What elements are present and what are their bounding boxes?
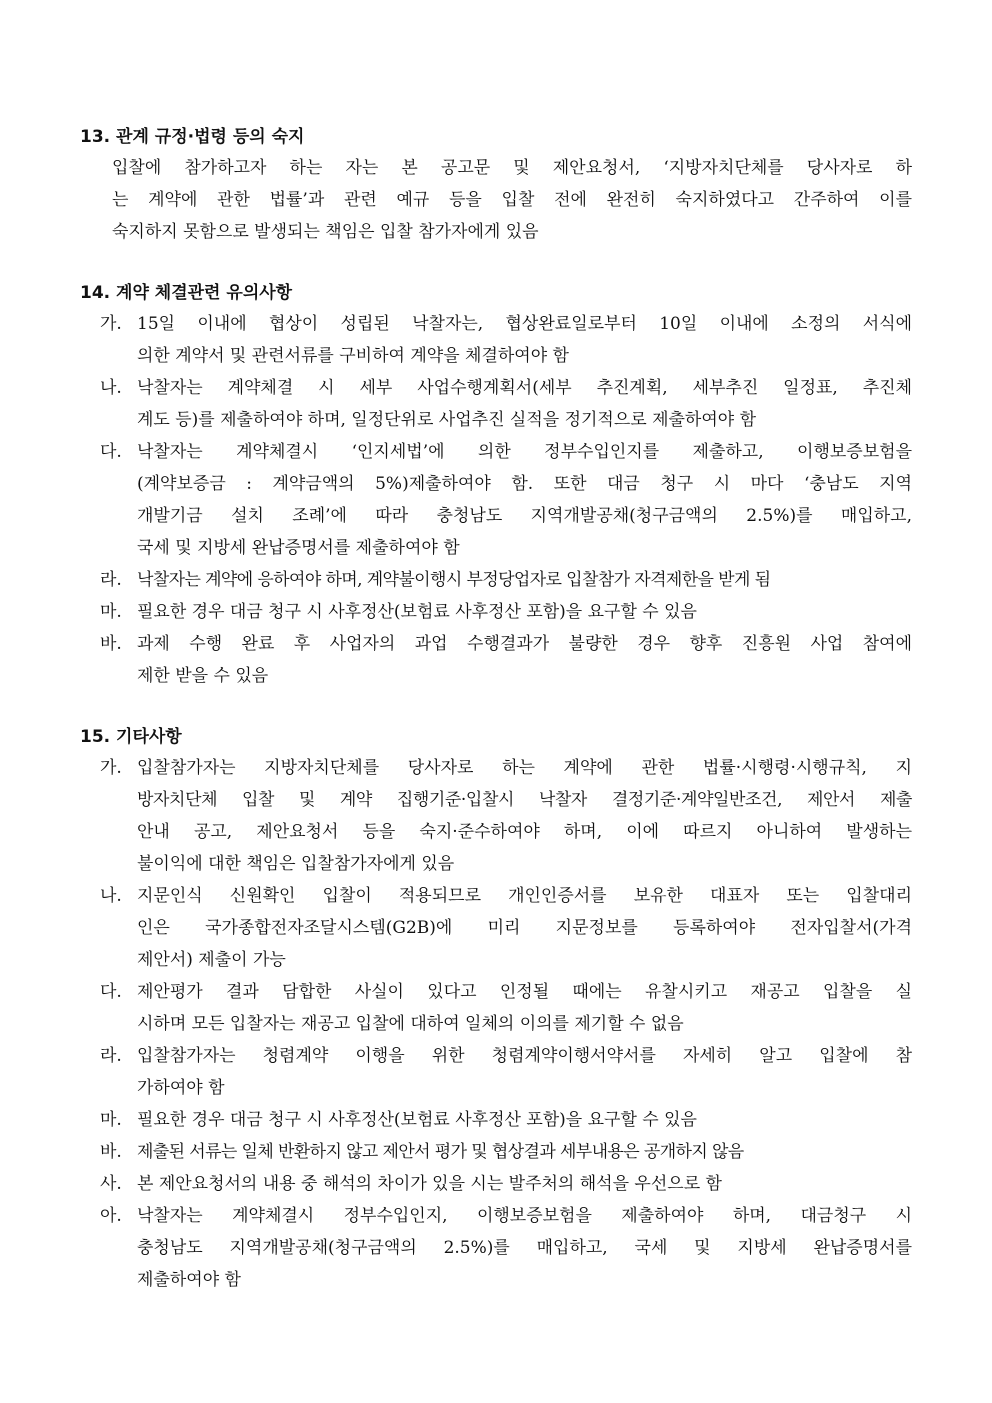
list-item-line: 입찰참가자는 청렴계약 이행을 위한 청렴계약이행서약서를 자세히 알고 입찰에 참 bbox=[137, 1046, 912, 1066]
list-marker: 바. bbox=[100, 1142, 122, 1162]
list-item-line: 15일 이내에 협상이 성립된 낙찰자는, 협상완료일로부터 10일 이내에 소정의 서식에 bbox=[137, 314, 912, 334]
list-item-line: 낙찰자는 계약체결 시 세부 사업수행계획서(세부 추진계획, 세부추진 일정표, 추진체 bbox=[137, 378, 912, 398]
list-marker: 다. bbox=[100, 982, 122, 1002]
list-marker: 아. bbox=[100, 1206, 122, 1226]
list-item-line: 낙찰자는 계약체결시 정부수입인지, 이행보증보험을 제출하여야 하며, 대금청구 시 bbox=[137, 1206, 912, 1226]
list-marker: 다. bbox=[100, 442, 122, 462]
section-13-text-line: 는 계약에 관한 법률’과 관련 예규 등을 입찰 전에 완전히 숙지하였다고 간주하여 이를 bbox=[112, 190, 912, 210]
section-13-text-line: 입찰에 참가하고자 하는 자는 본 공고문 및 제안요청서, ‘지방자치단체를 당사자로 하 bbox=[112, 158, 912, 178]
section-15-heading: 15. 기타사항 bbox=[80, 727, 182, 747]
list-item-line: 가하여야 함 bbox=[137, 1078, 225, 1098]
list-marker: 가. bbox=[100, 314, 122, 334]
section-14-heading: 14. 계약 체결관련 유의사항 bbox=[80, 283, 293, 303]
list-item-line: 계도 등)를 제출하여야 하며, 일정단위로 사업추진 실적을 정기적으로 제출하여야 함 bbox=[137, 410, 757, 430]
list-item-line: 충청남도 지역개발공채(청구금액의 2.5%)를 매입하고, 국세 및 지방세 완납증명서를 bbox=[137, 1238, 912, 1258]
list-marker: 사. bbox=[100, 1174, 122, 1194]
list-item-line: 인은 국가종합전자조달시스템(G2B)에 미리 지문정보를 등록하여야 전자입찰서(가격 bbox=[137, 918, 912, 938]
list-item-line: 의한 계약서 및 관련서류를 구비하여 계약을 체결하여야 함 bbox=[137, 346, 569, 366]
list-item-line: 제한 받을 수 있음 bbox=[137, 666, 269, 686]
list-item-line: 국세 및 지방세 완납증명서를 제출하여야 함 bbox=[137, 538, 460, 558]
list-marker: 나. bbox=[100, 886, 122, 906]
list-item-line: 과제 수행 완료 후 사업자의 과업 수행결과가 불량한 경우 향후 진흥원 사업 참여에 bbox=[137, 634, 912, 654]
list-item-line: 제안평가 결과 담합한 사실이 있다고 인정될 때에는 유찰시키고 재공고 입찰을 실 bbox=[137, 982, 912, 1002]
list-marker: 마. bbox=[100, 602, 122, 622]
list-item-line: 입찰참가자는 지방자치단체를 당사자로 하는 계약에 관한 법률·시행령·시행규칙, 지 bbox=[137, 758, 912, 778]
list-item-line: 개발기금 설치 조례’에 따라 충청남도 지역개발공채(청구금액의 2.5%)를 매입하고, bbox=[137, 506, 912, 526]
section-13-heading: 13. 관계 규정·법령 등의 숙지 bbox=[80, 127, 305, 147]
list-item-line: 시하며 모든 입찰자는 재공고 입찰에 대하여 일체의 이의를 제기할 수 없음 bbox=[137, 1014, 684, 1034]
list-item-line: 낙찰자는 계약체결시 ‘인지세법’에 의한 정부수입인지를 제출하고, 이행보증보험을 bbox=[137, 442, 912, 462]
list-item-line: 제출하여야 함 bbox=[137, 1270, 241, 1290]
list-marker: 나. bbox=[100, 378, 122, 398]
list-item-line: 제안서) 제출이 가능 bbox=[137, 950, 286, 970]
list-item-line: 방자치단체 입찰 및 계약 집행기준·입찰시 낙찰자 결정기준·계약일반조건, 제안서 제출 bbox=[137, 790, 912, 810]
list-item-line: (계약보증금 : 계약금액의 5%)제출하여야 함. 또한 대금 청구 시 마다 ‘충남도 지역 bbox=[137, 474, 912, 494]
list-marker: 라. bbox=[100, 1046, 122, 1066]
list-item-line: 불이익에 대한 책임은 입찰참가자에게 있음 bbox=[137, 854, 455, 874]
list-item-line: 지문인식 신원확인 입찰이 적용되므로 개인인증서를 보유한 대표자 또는 입찰대리 bbox=[137, 886, 912, 906]
section-13-text-line: 숙지하지 못함으로 발생되는 책임은 입찰 참가자에게 있음 bbox=[112, 222, 539, 242]
list-item-line: 본 제안요청서의 내용 중 해석의 차이가 있을 시는 발주처의 해석을 우선으로 함 bbox=[137, 1174, 722, 1194]
list-item-line: 필요한 경우 대금 청구 시 사후정산(보험료 사후정산 포함)을 요구할 수 있음 bbox=[137, 1110, 697, 1130]
list-item-line: 제출된 서류는 일체 반환하지 않고 제안서 평가 및 협상결과 세부내용은 공개하지 않음 bbox=[137, 1142, 744, 1162]
list-marker: 가. bbox=[100, 758, 122, 778]
list-item-line: 안내 공고, 제안요청서 등을 숙지·준수하여야 하며, 이에 따르지 아니하여 발생하는 bbox=[137, 822, 912, 842]
list-marker: 마. bbox=[100, 1110, 122, 1130]
list-item-line: 낙찰자는 계약에 응하여야 하며, 계약불이행시 부정당업자로 입찰참가 자격제한을 받게 됨 bbox=[137, 570, 771, 590]
list-item-line: 필요한 경우 대금 청구 시 사후정산(보험료 사후정산 포함)을 요구할 수 있음 bbox=[137, 602, 697, 622]
list-marker: 라. bbox=[100, 570, 122, 590]
list-marker: 바. bbox=[100, 634, 122, 654]
